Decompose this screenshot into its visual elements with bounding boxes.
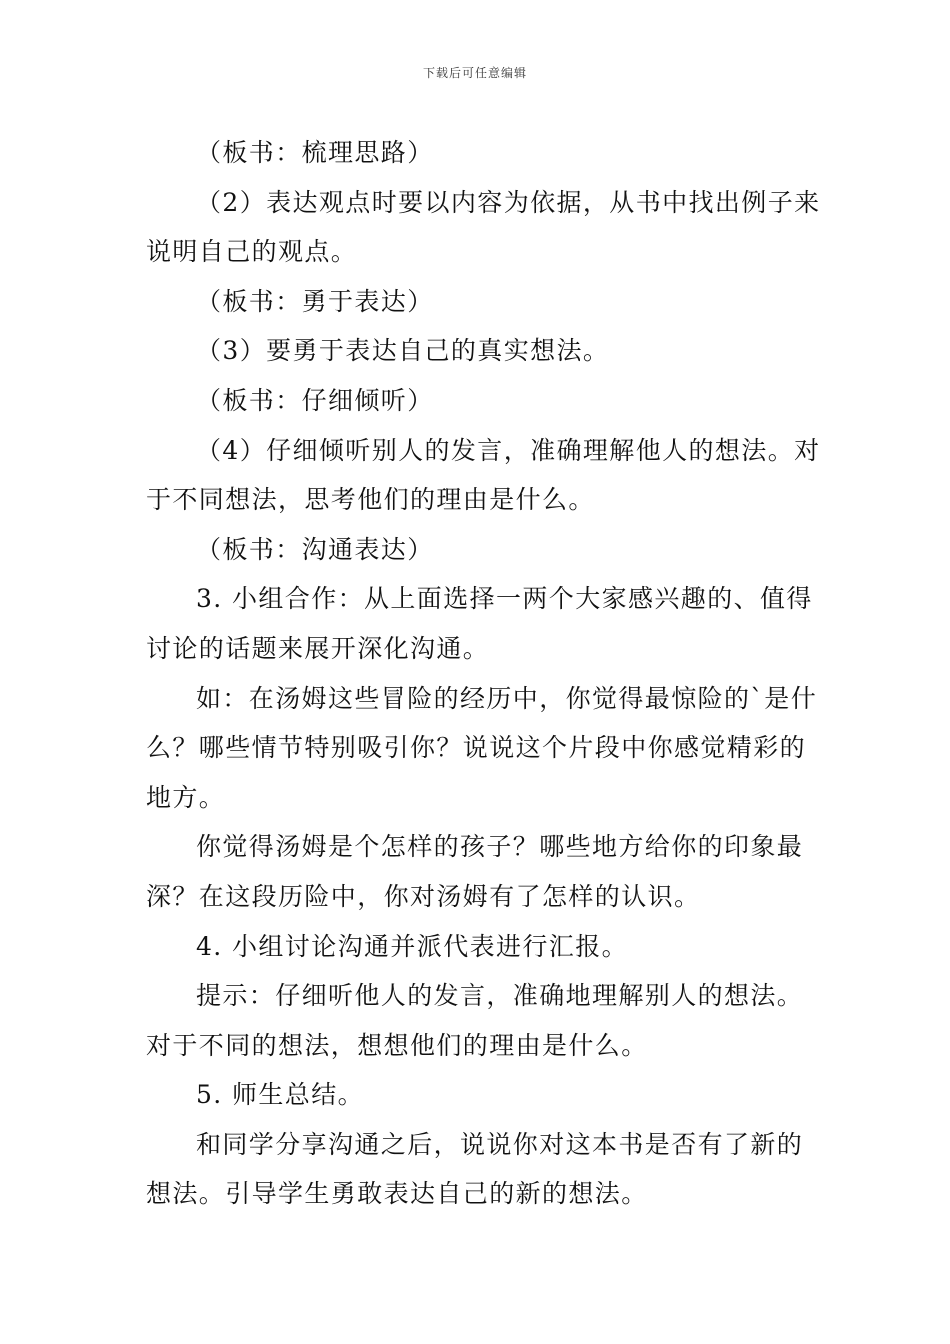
text-line: 提示：仔细听他人的发言，准确地理解别人的想法。 (196, 981, 804, 1011)
text-line: 地方。 (146, 782, 226, 812)
text-line: （板书：沟通表达） (196, 534, 434, 564)
paragraph (146, 1070, 810, 1120)
paragraph (146, 922, 810, 972)
text-line: （板书：勇于表达） (196, 286, 434, 316)
text-line: （板书：仔细倾听） (196, 385, 434, 415)
text-line: （4）仔细倾听别人的发言，准确理解他人的想法。对 (196, 435, 821, 465)
paragraph (146, 971, 810, 1070)
text-line: 3. 小组合作：从上面选择一两个大家感兴趣的、值得 (196, 584, 813, 614)
paragraph (146, 1120, 810, 1219)
paragraph (146, 574, 813, 673)
paragraph (146, 525, 810, 575)
text-line: 如：在汤姆这些冒险的经历中，你觉得最惊险的`是什 (196, 683, 818, 713)
text-line: （板书：梳理思路） (196, 138, 434, 167)
text-line: 讨论的话题来展开深化沟通。 (146, 633, 490, 663)
paragraph (146, 178, 821, 277)
text-line: 深？在这段历险中，你对汤姆有了怎样的认识。 (146, 881, 701, 911)
text-line: 么？哪些情节特别吸引你？说说这个片段中你感觉精彩的 (146, 733, 807, 763)
text-line: 想法。引导学生勇敢表达自己的新的想法。 (146, 1179, 648, 1209)
page-header: 下载后可任意编辑 (422, 66, 527, 80)
text-line: 5. 师生总结。 (196, 1080, 364, 1110)
paragraph (146, 674, 818, 823)
text-line: 说明自己的观点。 (146, 237, 358, 267)
text-line: 你觉得汤姆是个怎样的孩子？哪些地方给你的印象最 (196, 832, 804, 862)
text-line: 4. 小组讨论沟通并派代表进行汇报。 (196, 931, 629, 961)
text-line: 和同学分享沟通之后，说说你对这本书是否有了新的 (196, 1129, 804, 1159)
paragraph (146, 376, 810, 426)
text-line: （3）要勇于表达自己的真实想法。 (196, 336, 610, 366)
paragraph (146, 822, 810, 921)
text-line: 对于不同的想法，想想他们的理由是什么。 (146, 1030, 648, 1060)
text-line: 于不同想法，思考他们的理由是什么。 (146, 485, 595, 515)
paragraph (146, 326, 810, 376)
paragraph (146, 426, 821, 525)
paragraph (146, 128, 810, 178)
document-body (146, 128, 821, 1219)
text-line: （2）表达观点时要以内容为依据，从书中找出例子来 (196, 187, 821, 217)
paragraph (146, 277, 810, 327)
